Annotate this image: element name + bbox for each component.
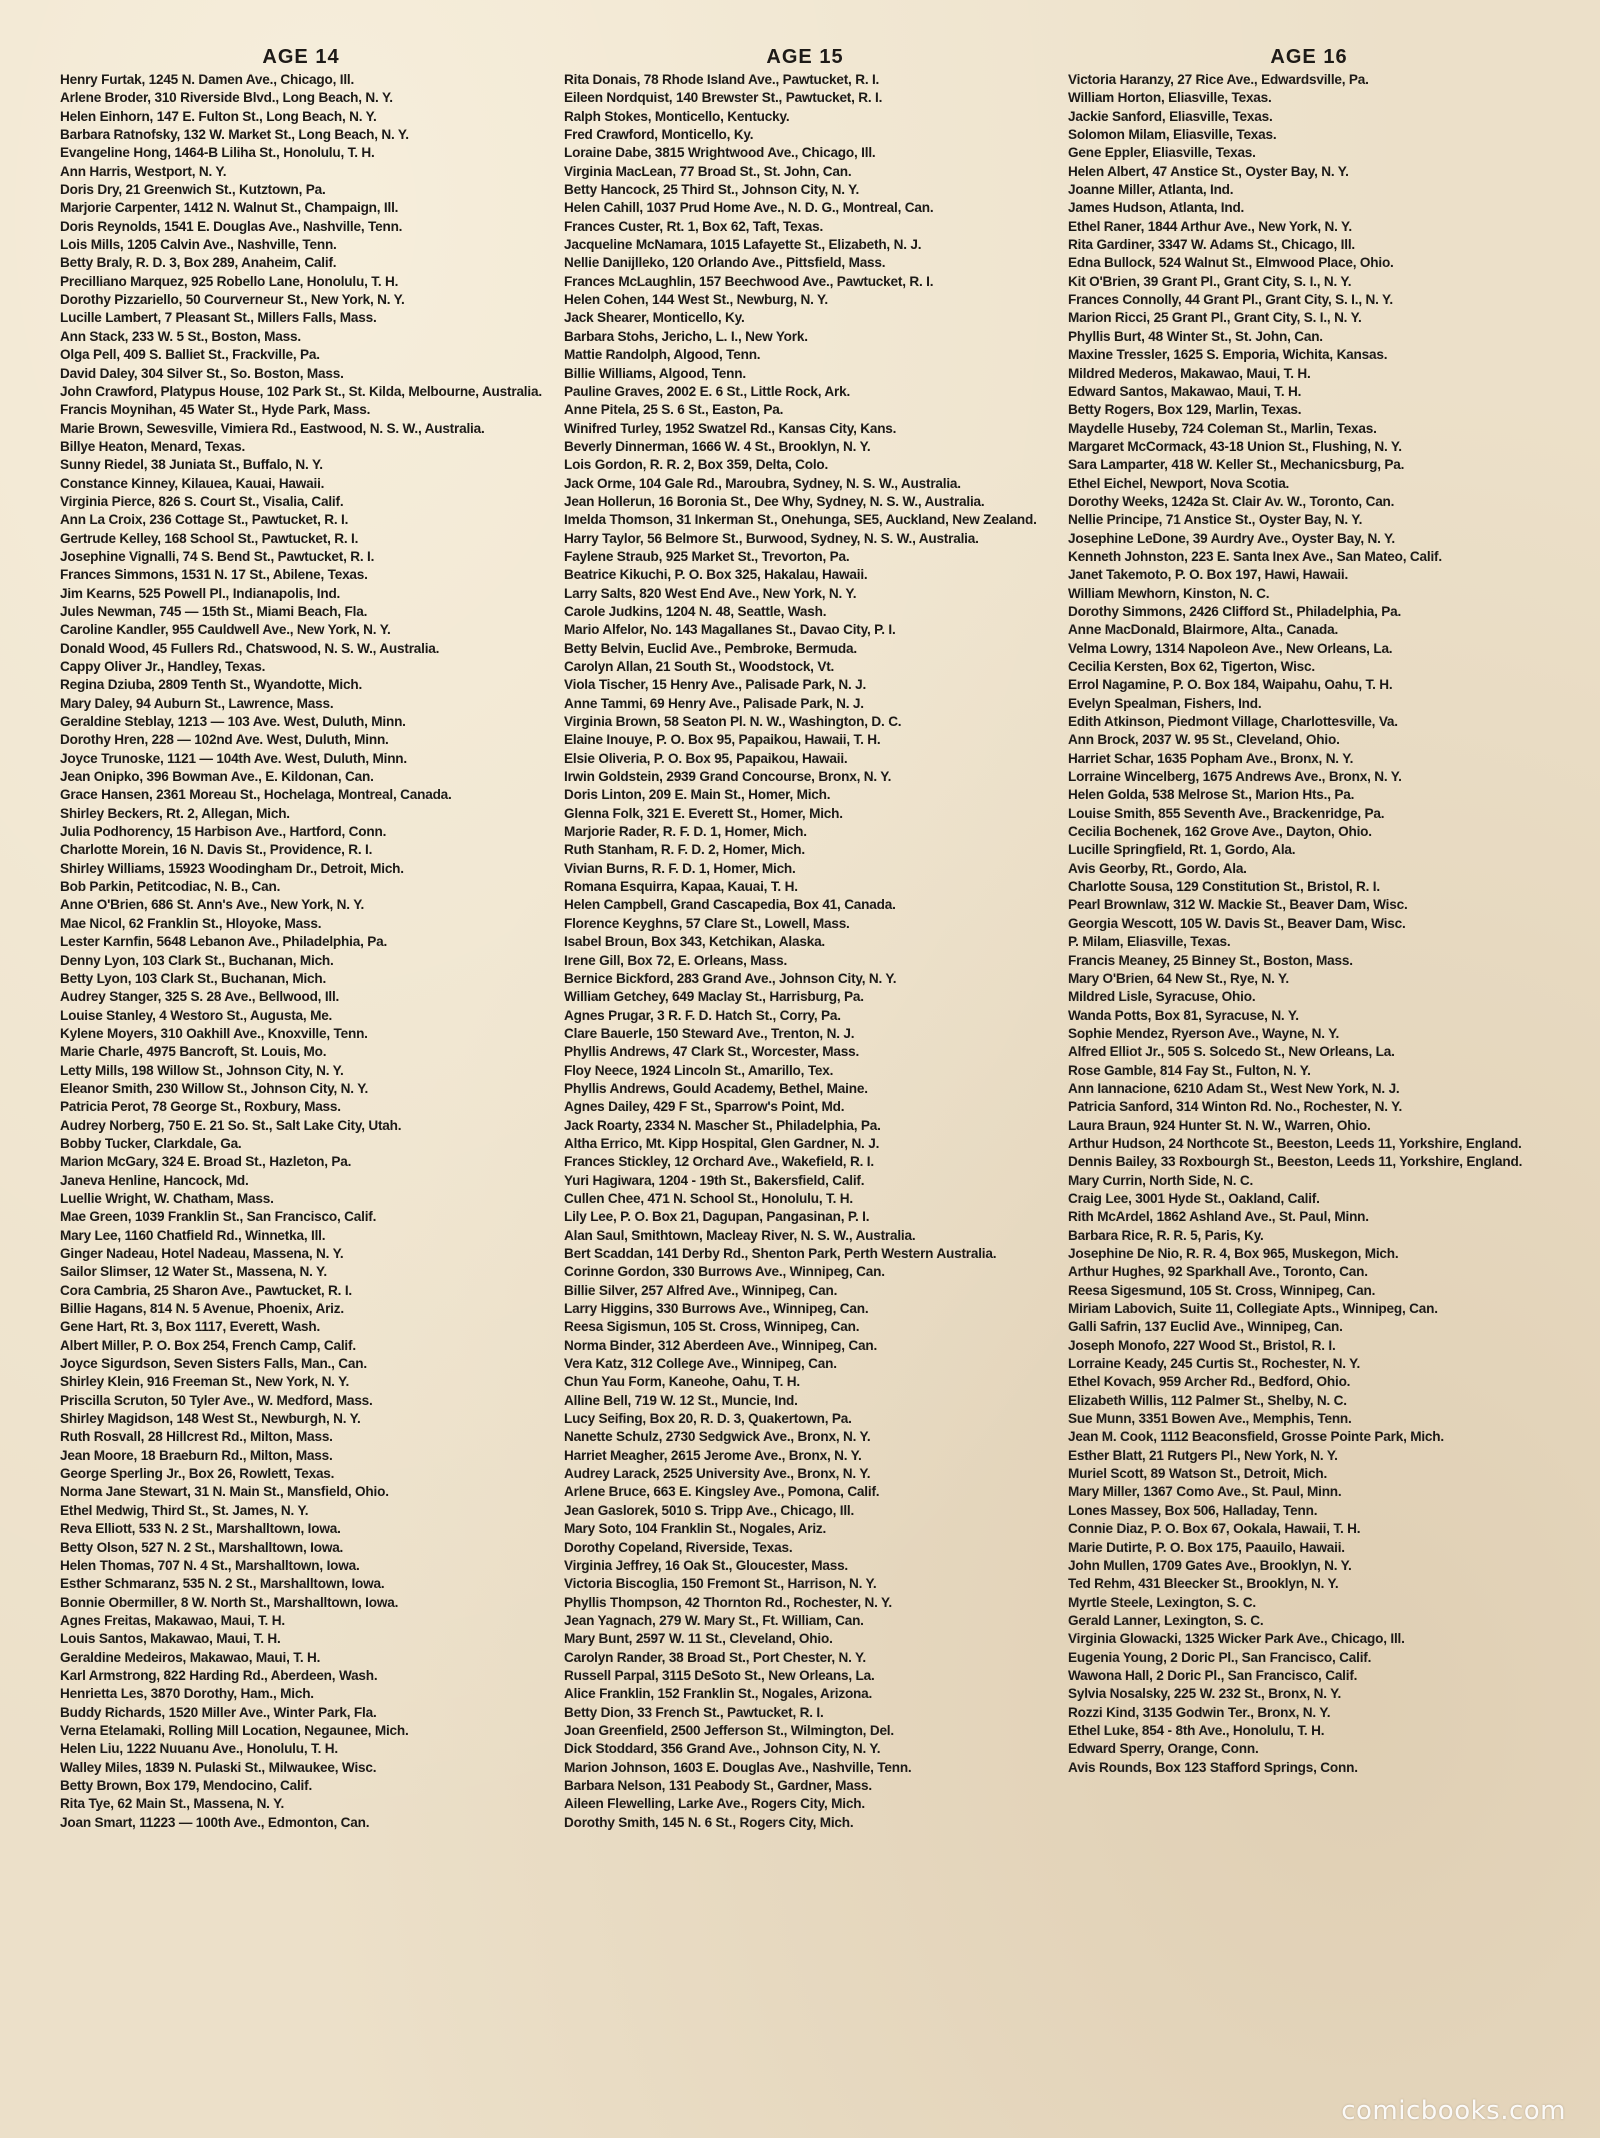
list-item: Charlotte Morein, 16 N. Davis St., Providence, R. I.: [60, 842, 373, 858]
list-item: Jean M. Cook, 1112 Beaconsfield, Grosse Pointe Park, Mich.: [1068, 1429, 1444, 1445]
list-item: Ann Brock, 2037 W. 95 St., Cleveland, Ohio.: [1068, 732, 1340, 748]
list-item: Vera Katz, 312 College Ave., Winnipeg, Can.: [564, 1356, 837, 1372]
list-item: Winifred Turley, 1952 Swatzel Rd., Kansas City, Kans.: [564, 420, 897, 436]
list-item: Lily Lee, P. O. Box 21, Dagupan, Pangasinan, P. I.: [564, 1209, 870, 1225]
list-item: Betty Rogers, Box 129, Marlin, Texas.: [1068, 402, 1302, 418]
list-item: Isabel Broun, Box 343, Ketchikan, Alaska.: [564, 934, 826, 950]
column-heading: AGE 14: [262, 46, 340, 68]
list-item: Jean Hollerun, 16 Boronia St., Dee Why, Sydney, N. S. W., Australia.: [564, 493, 985, 509]
list-item: Henrietta Les, 3870 Dorothy, Ham., Mich.: [60, 1686, 314, 1702]
list-item: Anne Pitela, 25 S. 6 St., Easton, Pa.: [564, 402, 784, 418]
list-item: Ann Harris, Westport, N. Y.: [60, 163, 227, 179]
list-item: Arlene Bruce, 663 E. Kingsley Ave., Pomona, Calif.: [564, 1484, 880, 1500]
list-item: Doris Dry, 21 Greenwich St., Kutztown, Pa.: [60, 182, 326, 198]
list-item: Mae Green, 1039 Franklin St., San Francisco, Calif.: [60, 1209, 377, 1225]
list-item: Mildred Lisle, Syracuse, Ohio.: [1068, 989, 1256, 1005]
list-item: Reesa Sigismun, 105 St. Cross, Winnipeg, Can.: [564, 1319, 860, 1335]
list-item: Ethel Kovach, 959 Archer Rd., Bedford, Ohio.: [1068, 1374, 1351, 1390]
list-item: Mary Currin, North Side, N. C.: [1068, 1172, 1254, 1188]
list-item: Eleanor Smith, 230 Willow St., Johnson City, N. Y.: [60, 1080, 369, 1096]
list-item: Walley Miles, 1839 N. Pulaski St., Milwaukee, Wisc.: [60, 1759, 377, 1775]
list-item: Lorraine Keady, 245 Curtis St., Rochester, N. Y.: [1068, 1356, 1361, 1372]
list-item: Josephine De Nio, R. R. 4, Box 965, Muskegon, Mich.: [1068, 1246, 1399, 1261]
list-item: Mary Miller, 1367 Como Ave., St. Paul, Minn.: [1068, 1484, 1342, 1500]
list-item: Virginia Jeffrey, 16 Oak St., Gloucester, Mass.: [564, 1557, 849, 1573]
list-item: Helen Cohen, 144 West St., Newburg, N. Y.: [564, 292, 828, 308]
list-item: Maydelle Huseby, 724 Coleman St., Marlin, Texas.: [1068, 420, 1377, 436]
list-item: Luellie Wright, W. Chatham, Mass.: [60, 1190, 274, 1206]
list-item: Precilliano Marquez, 925 Robello Lane, Honolulu, T. H.: [60, 273, 399, 289]
entry-list: [60, 71, 542, 1832]
list-item: Solomon Milam, Eliasville, Texas.: [1068, 127, 1277, 143]
list-item: Marion Ricci, 25 Grant Pl., Grant City, S. I., N. Y.: [1068, 310, 1362, 326]
list-item: Anne MacDonald, Blairmore, Alta., Canada.: [1068, 622, 1339, 638]
list-item: Cappy Oliver Jr., Handley, Texas.: [60, 659, 266, 674]
list-item: Francis Moynihan, 45 Water St., Hyde Park, Mass.: [60, 402, 371, 418]
list-item: Geraldine Medeiros, Makawao, Maui, T. H.: [60, 1649, 321, 1665]
list-item: Janeva Henline, Hancock, Md.: [60, 1172, 249, 1188]
list-item: Ann Stack, 233 W. 5 St., Boston, Mass.: [60, 328, 301, 344]
age-14-column: [60, 40, 542, 2090]
list-item: Virginia Pierce, 826 S. Court St., Visalia, Calif.: [60, 493, 344, 509]
list-item: Cora Cambria, 25 Sharon Ave., Pawtucket, R. I.: [60, 1282, 352, 1298]
directory-page: [60, 40, 1550, 2090]
column-heading: AGE 16: [1270, 46, 1348, 68]
list-item: Dorothy Smith, 145 N. 6 St., Rogers City, Mich.: [564, 1814, 854, 1830]
list-item: Jean Moore, 18 Braeburn Rd., Milton, Mass.: [60, 1447, 333, 1463]
list-item: Carolyn Rander, 38 Broad St., Port Chester, N. Y.: [564, 1649, 866, 1665]
list-item: Harriet Meagher, 2615 Jerome Ave., Bronx, N. Y.: [564, 1447, 862, 1463]
list-item: Bobby Tucker, Clarkdale, Ga.: [60, 1135, 242, 1151]
list-item: Elsie Oliveria, P. O. Box 95, Papaikou, Hawaii.: [564, 750, 848, 766]
list-item: Lester Karnfin, 5648 Lebanon Ave., Philadelphia, Pa.: [60, 934, 388, 950]
list-item: Olga Pell, 409 S. Balliet St., Frackville, Pa.: [60, 347, 320, 363]
list-item: Sunny Riedel, 38 Juniata St., Buffalo, N. Y.: [60, 457, 323, 473]
list-item: Jean Yagnach, 279 W. Mary St., Ft. William, Can.: [564, 1612, 864, 1628]
list-item: Billie Hagans, 814 N. 5 Avenue, Phoenix, Ariz.: [60, 1301, 344, 1317]
list-item: Frances Custer, Rt. 1, Box 62, Taft, Texas.: [564, 218, 824, 234]
list-item: Shirley Williams, 15923 Woodingham Dr., Detroit, Mich.: [60, 860, 404, 876]
list-item: Kenneth Johnston, 223 E. Santa Inex Ave., San Mateo, Calif.: [1068, 548, 1442, 564]
list-item: Mary O'Brien, 64 New St., Rye, N. Y.: [1068, 970, 1289, 986]
list-item: Jackie Sanford, Eliasville, Texas.: [1068, 108, 1273, 124]
list-item: Connie Diaz, P. O. Box 67, Ookala, Hawaii, T. H.: [1068, 1521, 1361, 1537]
list-item: Ethel Raner, 1844 Arthur Ave., New York, N. Y.: [1068, 218, 1352, 234]
list-item: Louise Stanley, 4 Westoro St., Augusta, Me.: [60, 1007, 333, 1023]
list-item: Letty Mills, 198 Willow St., Johnson City, N. Y.: [60, 1062, 344, 1078]
list-item: Frances Connolly, 44 Grant Pl., Grant City, S. I., N. Y.: [1068, 292, 1393, 308]
list-item: Lucille Lambert, 7 Pleasant St., Millers Falls, Mass.: [60, 310, 377, 326]
list-item: Carole Judkins, 1204 N. 48, Seattle, Wash.: [564, 603, 827, 619]
list-item: Dennis Bailey, 33 Roxbourgh St., Beeston, Leeds 11, Yorkshire, England.: [1068, 1154, 1523, 1170]
list-item: Vivian Burns, R. F. D. 1, Homer, Mich.: [564, 860, 796, 876]
list-item: Georgia Wescott, 105 W. Davis St., Beaver Dam, Wisc.: [1068, 915, 1406, 931]
list-item: Arthur Hudson, 24 Northcote St., Beeston, Leeds 11, Yorkshire, England.: [1068, 1135, 1522, 1151]
list-item: Agnes Prugar, 3 R. F. D. Hatch St., Corry, Pa.: [564, 1007, 841, 1023]
list-item: Barbara Rice, R. R. 5, Paris, Ky.: [1068, 1227, 1264, 1243]
list-item: Lois Gordon, R. R. 2, Box 359, Delta, Colo.: [564, 457, 829, 473]
list-item: Laura Braun, 924 Hunter St. N. W., Warren, Ohio.: [1068, 1117, 1371, 1133]
list-item: Patricia Perot, 78 George St., Roxbury, Mass.: [60, 1099, 341, 1115]
list-item: Avis Rounds, Box 123 Stafford Springs, Conn.: [1068, 1759, 1358, 1775]
list-item: Rita Gardiner, 3347 W. Adams St., Chicago, Ill.: [1068, 237, 1355, 253]
list-item: Muriel Scott, 89 Watson St., Detroit, Mich.: [1068, 1466, 1328, 1482]
list-item: Shirley Klein, 916 Freeman St., New York, N. Y.: [60, 1374, 350, 1390]
list-item: Viola Tischer, 15 Henry Ave., Palisade Park, N. J.: [564, 677, 867, 693]
list-item: Romana Esquirra, Kapaa, Kauai, T. H.: [564, 879, 798, 895]
list-item: Edna Bullock, 524 Walnut St., Elmwood Place, Ohio.: [1068, 255, 1394, 271]
list-item: Dorothy Simmons, 2426 Clifford St., Philadelphia, Pa.: [1068, 603, 1402, 619]
list-item: Priscilla Scruton, 50 Tyler Ave., W. Medford, Mass.: [60, 1392, 373, 1408]
list-item: Alline Bell, 719 W. 12 St., Muncie, Ind.: [564, 1392, 798, 1408]
age-16-column: [1068, 40, 1550, 2090]
list-item: Billie Williams, Algood, Tenn.: [564, 365, 746, 381]
list-item: Geraldine Steblay, 1213 — 103 Ave. West, Duluth, Minn.: [60, 714, 406, 730]
list-item: Billye Heaton, Menard, Texas.: [60, 438, 246, 454]
list-item: Jim Kearns, 525 Powell Pl., Indianapolis, Ind.: [60, 585, 341, 601]
list-item: George Sperling Jr., Box 26, Rowlett, Texas.: [60, 1466, 335, 1482]
list-item: Helen Einhorn, 147 E. Fulton St., Long Beach, N. Y.: [60, 108, 377, 124]
list-item: Esther Blatt, 21 Rutgers Pl., New York, N. Y.: [1068, 1447, 1338, 1463]
list-item: Ralph Stokes, Monticello, Kentucky.: [564, 108, 790, 124]
list-item: Jules Newman, 745 — 15th St., Miami Beach, Fla.: [60, 603, 368, 619]
list-item: John Crawford, Platypus House, 102 Park St., St. Kilda, Melbourne, Australia.: [60, 383, 542, 399]
list-item: John Mullen, 1709 Gates Ave., Brooklyn, N. Y.: [1068, 1557, 1352, 1573]
list-item: Edith Atkinson, Piedmont Village, Charlottesville, Va.: [1068, 714, 1398, 730]
list-item: Sue Munn, 3351 Bowen Ave., Memphis, Tenn.: [1068, 1411, 1352, 1427]
list-item: Mattie Randolph, Algood, Tenn.: [564, 347, 761, 363]
list-item: Cullen Chee, 471 N. School St., Honolulu, T. H.: [564, 1190, 853, 1206]
list-item: Barbara Stohs, Jericho, L. I., New York.: [564, 328, 808, 344]
list-item: Lois Mills, 1205 Calvin Ave., Nashville, Tenn.: [60, 237, 337, 253]
list-item: Francis Meaney, 25 Binney St., Boston, Mass.: [1068, 952, 1353, 968]
list-item: Victoria Haranzy, 27 Rice Ave., Edwardsville, Pa.: [1068, 72, 1369, 87]
list-item: Ruth Rosvall, 28 Hillcrest Rd., Milton, Mass.: [60, 1429, 333, 1445]
list-item: Anne O'Brien, 686 St. Ann's Ave., New York, N. Y.: [60, 897, 365, 913]
list-item: Imelda Thomson, 31 Inkerman St., Onehunga, SE5, Auckland, New Zealand.: [564, 512, 1037, 528]
list-item: Helen Thomas, 707 N. 4 St., Marshalltown, Iowa.: [60, 1557, 360, 1573]
list-item: Helen Campbell, Grand Cascapedia, Box 41, Canada.: [564, 897, 896, 913]
list-item: Doris Linton, 209 E. Main St., Homer, Mich.: [564, 787, 831, 803]
list-item: Cecilia Kersten, Box 62, Tigerton, Wisc.: [1068, 659, 1315, 674]
list-item: Marion Johnson, 1603 E. Douglas Ave., Nashville, Tenn.: [564, 1759, 912, 1775]
list-item: Marjorie Carpenter, 1412 N. Walnut St., Champaign, Ill.: [60, 200, 399, 216]
list-item: Karl Armstrong, 822 Harding Rd., Aberdeen, Wash.: [60, 1667, 378, 1683]
list-item: Ted Rehm, 431 Bleecker St., Brooklyn, N. Y.: [1068, 1576, 1339, 1592]
list-item: Bernice Bickford, 283 Grand Ave., Johnson City, N. Y.: [564, 970, 897, 986]
list-item: Josephine LeDone, 39 Aurdry Ave., Oyster Bay, N. Y.: [1068, 530, 1395, 546]
list-item: Billie Silver, 257 Alfred Ave., Winnipeg, Can.: [564, 1282, 838, 1298]
list-item: Fred Crawford, Monticello, Ky.: [564, 127, 754, 143]
list-item: Mary Bunt, 2597 W. 11 St., Cleveland, Ohio.: [564, 1631, 833, 1647]
list-item: Larry Higgins, 330 Burrows Ave., Winnipeg, Can.: [564, 1301, 869, 1317]
list-item: Marion McGary, 324 E. Broad St., Hazleton, Pa.: [60, 1154, 352, 1170]
list-item: Joseph Monofo, 227 Wood St., Bristol, R. I.: [1068, 1337, 1336, 1353]
list-item: Velma Lowry, 1314 Napoleon Ave., New Orleans, La.: [1068, 640, 1393, 656]
list-item: Bonnie Obermiller, 8 W. North St., Marshalltown, Iowa.: [60, 1594, 399, 1610]
list-item: Mario Alfelor, No. 143 Magallanes St., Davao City, P. I.: [564, 622, 896, 638]
list-item: Larry Salts, 820 West End Ave., New York, N. Y.: [564, 585, 857, 601]
list-item: Alan Saul, Smithtown, Macleay River, N. S. W., Australia.: [564, 1227, 916, 1243]
list-item: Rose Gamble, 814 Fay St., Fulton, N. Y.: [1068, 1062, 1311, 1078]
list-item: Patricia Sanford, 314 Winton Rd. No., Rochester, N. Y.: [1068, 1099, 1403, 1115]
list-item: Beatrice Kikuchi, P. O. Box 325, Hakalau, Hawaii.: [564, 567, 868, 583]
list-item: Galli Safrin, 137 Euclid Ave., Winnipeg, Can.: [1068, 1319, 1343, 1335]
list-item: Mildred Mederos, Makawao, Maui, T. H.: [1068, 365, 1311, 381]
list-item: Ethel Medwig, Third St., St. James, N. Y.: [60, 1502, 309, 1518]
list-item: Constance Kinney, Kilauea, Kauai, Hawaii.: [60, 475, 325, 491]
list-item: Mary Daley, 94 Auburn St., Lawrence, Mass.: [60, 695, 334, 711]
list-item: Betty Olson, 527 N. 2 St., Marshalltown, Iowa.: [60, 1539, 344, 1555]
list-item: Helen Golda, 538 Melrose St., Marion Hts., Pa.: [1068, 787, 1355, 803]
list-item: Ginger Nadeau, Hotel Nadeau, Massena, N. Y.: [60, 1246, 344, 1261]
list-item: Chun Yau Form, Kaneohe, Oahu, T. H.: [564, 1374, 800, 1390]
list-item: Lucille Springfield, Rt. 1, Gordo, Ala.: [1068, 842, 1296, 858]
list-item: Regina Dziuba, 2809 Tenth St., Wyandotte, Mich.: [60, 677, 363, 693]
list-item: Pauline Graves, 2002 E. 6 St., Little Rock, Ark.: [564, 383, 851, 399]
list-item: P. Milam, Eliasville, Texas.: [1068, 934, 1231, 950]
list-item: Glenna Folk, 321 E. Everett St., Homer, Mich.: [564, 805, 843, 821]
list-item: Russell Parpal, 3115 DeSoto St., New Orleans, La.: [564, 1667, 875, 1683]
list-item: Louise Smith, 855 Seventh Ave., Brackenridge, Pa.: [1068, 805, 1385, 821]
list-item: Grace Hansen, 2361 Moreau St., Hochelaga, Montreal, Canada.: [60, 787, 452, 803]
list-item: Corinne Gordon, 330 Burrows Ave., Winnipeg, Can.: [564, 1264, 885, 1280]
age-15-column: [564, 40, 1046, 2090]
list-item: Sara Lamparter, 418 W. Keller St., Mechanicsburg, Pa.: [1068, 457, 1405, 473]
list-item: Edward Sperry, Orange, Conn.: [1068, 1741, 1259, 1757]
list-item: Jack Shearer, Monticello, Ky.: [564, 310, 745, 326]
list-item: Frances Simmons, 1531 N. 17 St., Abilene, Texas.: [60, 567, 368, 583]
list-item: Lorraine Wincelberg, 1675 Andrews Ave., Bronx, N. Y.: [1068, 769, 1402, 785]
list-item: Phyllis Burt, 48 Winter St., St. John, Can.: [1068, 328, 1323, 344]
list-item: Frances McLaughlin, 157 Beechwood Ave., Pawtucket, R. I.: [564, 273, 934, 289]
list-item: Caroline Kandler, 955 Cauldwell Ave., New York, N. Y.: [60, 622, 391, 638]
list-item: Eugenia Young, 2 Doric Pl., San Francisco, Calif.: [1068, 1649, 1372, 1665]
list-item: Errol Nagamine, P. O. Box 184, Waipahu, Oahu, T. H.: [1068, 677, 1393, 693]
list-item: Marie Charle, 4975 Bancroft, St. Louis, Mo.: [60, 1044, 327, 1060]
list-item: Carolyn Allan, 21 South St., Woodstock, Vt.: [564, 659, 835, 674]
list-item: Maxine Tressler, 1625 S. Emporia, Wichita, Kansas.: [1068, 347, 1388, 363]
list-item: Sylvia Nosalsky, 225 W. 232 St., Bronx, N. Y.: [1068, 1686, 1342, 1702]
list-item: Reesa Sigesmund, 105 St. Cross, Winnipeg, Can.: [1068, 1282, 1376, 1298]
list-item: Agnes Dailey, 429 F St., Sparrow's Point, Md.: [564, 1099, 845, 1115]
list-item: Ruth Stanham, R. F. D. 2, Homer, Mich.: [564, 842, 805, 858]
list-item: Bob Parkin, Petitcodiac, N. B., Can.: [60, 879, 281, 895]
list-item: Myrtle Steele, Lexington, S. C.: [1068, 1594, 1256, 1610]
entry-list: [1068, 71, 1550, 1777]
list-item: Gertrude Kelley, 168 School St., Pawtucket, R. I.: [60, 530, 359, 546]
list-item: Dorothy Pizzariello, 50 Courverneur St., New York, N. Y.: [60, 292, 405, 308]
list-item: Dorothy Weeks, 1242a St. Clair Av. W., Toronto, Can.: [1068, 493, 1395, 509]
list-item: Virginia Glowacki, 1325 Wicker Park Ave., Chicago, Ill.: [1068, 1631, 1405, 1647]
list-item: Betty Brown, Box 179, Mendocino, Calif.: [60, 1777, 313, 1793]
list-item: Louis Santos, Makawao, Maui, T. H.: [60, 1631, 281, 1647]
list-item: Josephine Vignalli, 74 S. Bend St., Pawtucket, R. I.: [60, 548, 375, 564]
list-item: Marjorie Rader, R. F. D. 1, Homer, Mich.: [564, 824, 807, 840]
list-item: Ann La Croix, 236 Cottage St., Pawtucket, R. I.: [60, 512, 349, 528]
list-item: Floy Neece, 1924 Lincoln St., Amarillo, Tex.: [564, 1062, 834, 1078]
list-item: Ethel Luke, 854 - 8th Ave., Honolulu, T. H.: [1068, 1722, 1325, 1738]
list-item: Cecilia Bochenek, 162 Grove Ave., Dayton, Ohio.: [1068, 824, 1372, 840]
list-item: Nanette Schulz, 2730 Sedgwick Ave., Bronx, N. Y.: [564, 1429, 871, 1445]
list-item: Betty Dion, 33 French St., Pawtucket, R. I.: [564, 1704, 824, 1720]
list-item: Kylene Moyers, 310 Oakhill Ave., Knoxville, Tenn.: [60, 1025, 368, 1041]
list-item: Beverly Dinnerman, 1666 W. 4 St., Brooklyn, N. Y.: [564, 438, 871, 454]
list-item: Barbara Ratnofsky, 132 W. Market St., Long Beach, N. Y.: [60, 127, 409, 143]
list-item: Lones Massey, Box 506, Halladay, Tenn.: [1068, 1502, 1318, 1518]
list-item: Helen Albert, 47 Anstice St., Oyster Bay, N. Y.: [1068, 163, 1349, 179]
list-item: Joanne Miller, Atlanta, Ind.: [1068, 182, 1234, 198]
list-item: Virginia Brown, 58 Seaton Pl. N. W., Washington, D. C.: [564, 714, 902, 730]
list-item: Jack Roarty, 2334 N. Mascher St., Philadelphia, Pa.: [564, 1117, 881, 1133]
list-item: Margaret McCormack, 43-18 Union St., Flushing, N. Y.: [1068, 438, 1402, 454]
list-item: Irwin Goldstein, 2939 Grand Concourse, Bronx, N. Y.: [564, 769, 892, 785]
list-item: James Hudson, Atlanta, Ind.: [1068, 200, 1245, 216]
list-item: Bert Scaddan, 141 Derby Rd., Shenton Park, Perth Western Australia.: [564, 1246, 997, 1261]
list-item: Arlene Broder, 310 Riverside Blvd., Long Beach, N. Y.: [60, 90, 393, 106]
list-item: Gene Eppler, Eliasville, Texas.: [1068, 145, 1256, 161]
list-item: Joyce Trunoske, 1121 — 104th Ave. West, Duluth, Minn.: [60, 750, 407, 766]
list-item: Victoria Biscoglia, 150 Fremont St., Harrison, N. Y.: [564, 1576, 877, 1592]
list-item: Donald Wood, 45 Fullers Rd., Chatswood, N. S. W., Australia.: [60, 640, 440, 656]
list-item: Loraine Dabe, 3815 Wrightwood Ave., Chicago, Ill.: [564, 145, 876, 161]
list-item: William Horton, Eliasville, Texas.: [1068, 90, 1272, 106]
list-item: Audrey Norberg, 750 E. 21 So. St., Salt Lake City, Utah.: [60, 1117, 402, 1133]
list-item: Esther Schmaranz, 535 N. 2 St., Marshalltown, Iowa.: [60, 1576, 385, 1592]
list-item: Dorothy Hren, 228 — 102nd Ave. West, Duluth, Minn.: [60, 732, 389, 748]
list-item: Yuri Hagiwara, 1204 - 19th St., Bakersfield, Calif.: [564, 1172, 865, 1188]
list-item: David Daley, 304 Silver St., So. Boston, Mass.: [60, 365, 344, 381]
list-item: Evangeline Hong, 1464-B Liliha St., Honolulu, T. H.: [60, 145, 375, 161]
list-item: Harry Taylor, 56 Belmore St., Burwood, Sydney, N. S. W., Australia.: [564, 530, 979, 546]
list-item: Audrey Stanger, 325 S. 28 Ave., Bellwood, Ill.: [60, 989, 340, 1005]
list-item: Shirley Magidson, 148 West St., Newburgh, N. Y.: [60, 1411, 361, 1427]
list-item: Doris Reynolds, 1541 E. Douglas Ave., Nashville, Tenn.: [60, 218, 403, 234]
list-item: Sophie Mendez, Ryerson Ave., Wayne, N. Y.: [1068, 1025, 1340, 1041]
list-item: Frances Stickley, 12 Orchard Ave., Wakefield, R. I.: [564, 1154, 874, 1170]
list-item: Eileen Nordquist, 140 Brewster St., Pawtucket, R. I.: [564, 90, 883, 106]
list-item: Shirley Beckers, Rt. 2, Allegan, Mich.: [60, 805, 290, 821]
list-item: Phyllis Thompson, 42 Thornton Rd., Rochester, N. Y.: [564, 1594, 892, 1610]
list-item: Helen Cahill, 1037 Prud Home Ave., N. D. G., Montreal, Can.: [564, 200, 934, 216]
list-item: Betty Lyon, 103 Clark St., Buchanan, Mich.: [60, 970, 327, 986]
list-item: Clare Bauerle, 150 Steward Ave., Trenton, N. J.: [564, 1025, 855, 1041]
list-item: Faylene Straub, 925 Market St., Trevorton, Pa.: [564, 548, 850, 564]
list-item: Dick Stoddard, 356 Grand Ave., Johnson City, N. Y.: [564, 1741, 881, 1757]
list-item: Betty Braly, R. D. 3, Box 289, Anaheim, Calif.: [60, 255, 337, 271]
list-item: Evelyn Spealman, Fishers, Ind.: [1068, 695, 1262, 711]
list-item: Gerald Lanner, Lexington, S. C.: [1068, 1612, 1264, 1628]
list-item: Ann Iannacione, 6210 Adam St., West New York, N. J.: [1068, 1080, 1400, 1096]
list-item: Virginia MacLean, 77 Broad St., St. John, Can.: [564, 163, 852, 179]
list-item: Julia Podhorency, 15 Harbison Ave., Hartford, Conn.: [60, 824, 387, 840]
list-item: Buddy Richards, 1520 Miller Ave., Winter Park, Fla.: [60, 1704, 377, 1720]
list-item: Joan Smart, 11223 — 100th Ave., Edmonton, Can.: [60, 1814, 370, 1830]
list-item: Rita Donais, 78 Rhode Island Ave., Pawtucket, R. I.: [564, 72, 880, 87]
list-item: Craig Lee, 3001 Hyde St., Oakland, Calif.: [1068, 1190, 1320, 1206]
list-item: Janet Takemoto, P. O. Box 197, Hawi, Hawaii.: [1068, 567, 1349, 583]
list-item: Rith McArdel, 1862 Ashland Ave., St. Paul, Minn.: [1068, 1209, 1369, 1225]
list-item: Alfred Elliot Jr., 505 S. Solcedo St., New Orleans, La.: [1068, 1044, 1395, 1060]
list-item: Jean Gaslorek, 5010 S. Tripp Ave., Chicago, Ill.: [564, 1502, 855, 1518]
list-item: Charlotte Sousa, 129 Constitution St., Bristol, R. I.: [1068, 879, 1380, 895]
list-item: Lucy Seifing, Box 20, R. D. 3, Quakertown, Pa.: [564, 1411, 852, 1427]
list-item: Nellie Principe, 71 Anstice St., Oyster Bay, N. Y.: [1068, 512, 1363, 528]
column-heading: AGE 15: [766, 46, 844, 68]
list-item: Rita Tye, 62 Main St., Massena, N. Y.: [60, 1796, 285, 1812]
list-item: Verna Etelamaki, Rolling Mill Location, Negaunee, Mich.: [60, 1722, 409, 1738]
list-item: Florence Keyghns, 57 Clare St., Lowell, Mass.: [564, 915, 850, 931]
list-item: Jean Onipko, 396 Bowman Ave., E. Kildonan, Can.: [60, 769, 374, 785]
list-item: Rozzi Kind, 3135 Godwin Ter., Bronx, N. Y.: [1068, 1704, 1331, 1720]
list-item: Irene Gill, Box 72, E. Orleans, Mass.: [564, 952, 788, 968]
list-item: Pearl Brownlaw, 312 W. Mackie St., Beaver Dam, Wisc.: [1068, 897, 1408, 913]
list-item: Henry Furtak, 1245 N. Damen Ave., Chicago, Ill.: [60, 72, 355, 87]
list-item: Wawona Hall, 2 Doric Pl., San Francisco, Calif.: [1068, 1667, 1358, 1683]
list-item: Agnes Freitas, Makawao, Maui, T. H.: [60, 1612, 285, 1628]
list-item: Anne Tammi, 69 Henry Ave., Palisade Park, N. J.: [564, 695, 864, 711]
list-item: Aileen Flewelling, Larke Ave., Rogers City, Mich.: [564, 1796, 865, 1812]
list-item: Phyllis Andrews, Gould Academy, Bethel, Maine.: [564, 1080, 868, 1096]
list-item: Audrey Larack, 2525 University Ave., Bronx, N. Y.: [564, 1466, 871, 1482]
list-item: Gene Hart, Rt. 3, Box 1117, Everett, Wash.: [60, 1319, 321, 1335]
list-item: Altha Errico, Mt. Kipp Hospital, Glen Gardner, N. J.: [564, 1135, 880, 1151]
list-item: Barbara Nelson, 131 Peabody St., Gardner, Mass.: [564, 1777, 872, 1793]
list-item: Marie Brown, Sewesville, Vimiera Rd., Eastwood, N. S. W., Australia.: [60, 420, 485, 436]
list-item: Betty Hancock, 25 Third St., Johnson City, N. Y.: [564, 182, 860, 198]
list-item: Alice Franklin, 152 Franklin St., Nogales, Arizona.: [564, 1686, 873, 1702]
list-item: Jacqueline McNamara, 1015 Lafayette St., Elizabeth, N. J.: [564, 237, 922, 253]
list-item: Betty Belvin, Euclid Ave., Pembroke, Bermuda.: [564, 640, 857, 656]
list-item: Miriam Labovich, Suite 11, Collegiate Apts., Winnipeg, Can.: [1068, 1301, 1438, 1317]
list-item: Ethel Eichel, Newport, Nova Scotia.: [1068, 475, 1290, 491]
list-item: Albert Miller, P. O. Box 254, French Camp, Calif.: [60, 1337, 356, 1353]
list-item: Sailor Slimser, 12 Water St., Massena, N. Y.: [60, 1264, 327, 1280]
watermark: comicbooks.com: [1341, 2096, 1566, 2126]
list-item: Joan Greenfield, 2500 Jefferson St., Wilmington, Del.: [564, 1722, 894, 1738]
list-item: Dorothy Copeland, Riverside, Texas.: [564, 1539, 793, 1555]
list-item: Marie Dutirte, P. O. Box 175, Paauilo, Hawaii.: [1068, 1539, 1345, 1555]
list-item: Norma Jane Stewart, 31 N. Main St., Mansfield, Ohio.: [60, 1484, 389, 1500]
list-item: Avis Georby, Rt., Gordo, Ala.: [1068, 860, 1247, 876]
list-item: Nellie Danijlleko, 120 Orlando Ave., Pittsfield, Mass.: [564, 255, 886, 271]
list-item: Wanda Potts, Box 81, Syracuse, N. Y.: [1068, 1007, 1299, 1023]
list-item: Phyllis Andrews, 47 Clark St., Worcester, Mass.: [564, 1044, 860, 1060]
list-item: Norma Binder, 312 Aberdeen Ave., Winnipeg, Can.: [564, 1337, 878, 1353]
list-item: Harriet Schar, 1635 Popham Ave., Bronx, N. Y.: [1068, 750, 1354, 766]
list-item: Mary Soto, 104 Franklin St., Nogales, Ariz.: [564, 1521, 827, 1537]
list-item: Reva Elliott, 533 N. 2 St., Marshalltown, Iowa.: [60, 1521, 341, 1537]
entry-list: [564, 71, 1046, 1832]
list-item: Joyce Sigurdson, Seven Sisters Falls, Man., Can.: [60, 1356, 367, 1372]
list-item: William Getchey, 649 Maclay St., Harrisburg, Pa.: [564, 989, 864, 1005]
list-item: William Mewhorn, Kinston, N. C.: [1068, 585, 1270, 601]
list-item: Kit O'Brien, 39 Grant Pl., Grant City, S. I., N. Y.: [1068, 273, 1352, 289]
list-item: Elizabeth Willis, 112 Palmer St., Shelby, N. C.: [1068, 1392, 1347, 1408]
list-item: Denny Lyon, 103 Clark St., Buchanan, Mich.: [60, 952, 334, 968]
list-item: Jack Orme, 104 Gale Rd., Maroubra, Sydney, N. S. W., Australia.: [564, 475, 961, 491]
list-item: Mary Lee, 1160 Chatfield Rd., Winnetka, Ill.: [60, 1227, 326, 1243]
list-item: Mae Nicol, 62 Franklin St., Hloyoke, Mass.: [60, 915, 322, 931]
list-item: Edward Santos, Makawao, Maui, T. H.: [1068, 383, 1302, 399]
list-item: Arthur Hughes, 92 Sparkhall Ave., Toronto, Can.: [1068, 1264, 1368, 1280]
list-item: Elaine Inouye, P. O. Box 95, Papaikou, Hawaii, T. H.: [564, 732, 881, 748]
list-item: Helen Liu, 1222 Nuuanu Ave., Honolulu, T. H.: [60, 1741, 338, 1757]
